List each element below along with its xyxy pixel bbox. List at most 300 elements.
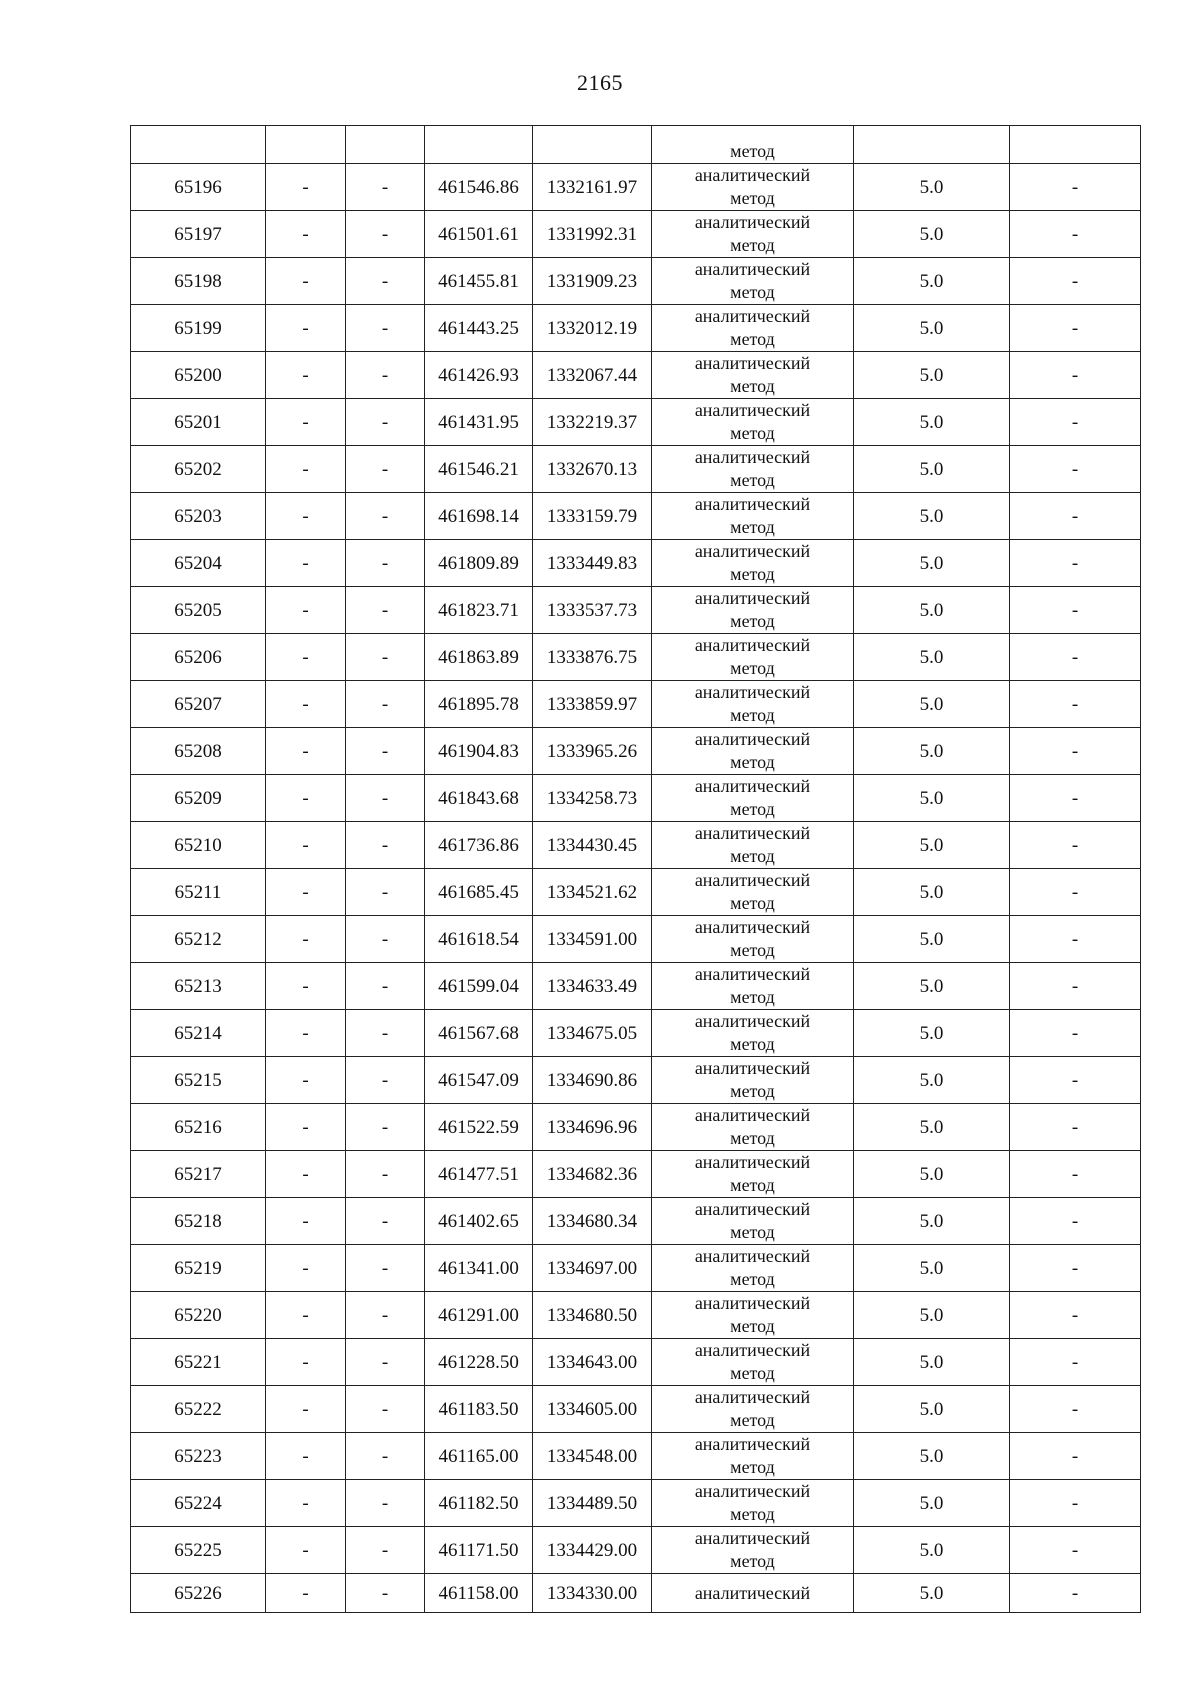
cell-y: 1333859.97 — [533, 681, 652, 728]
cell-method — [652, 352, 854, 399]
cell-accuracy: 5.0 — [854, 305, 1010, 352]
table-row — [131, 1198, 1141, 1245]
cell-method — [652, 1339, 854, 1386]
cell-col2: - — [266, 1386, 346, 1433]
method-line-2: метод — [730, 423, 775, 443]
cell-method — [652, 1292, 854, 1339]
cell-col8: - — [1010, 1057, 1141, 1104]
cell-id: 65201 — [131, 399, 266, 446]
cell-accuracy: 5.0 — [854, 1057, 1010, 1104]
cell-x: 461547.09 — [425, 1057, 533, 1104]
method-line-1: аналитический — [694, 1105, 811, 1125]
cell-col8: - — [1010, 446, 1141, 493]
cell-accuracy: 5.0 — [854, 963, 1010, 1010]
cell-col3: - — [346, 305, 425, 352]
cell-x: 461228.50 — [425, 1339, 533, 1386]
cell-x: 461567.68 — [425, 1010, 533, 1057]
cell-accuracy: 5.0 — [854, 1292, 1010, 1339]
method-line-1: аналитический — [694, 212, 811, 232]
cell-accuracy: 5.0 — [854, 399, 1010, 446]
method-line-1: аналитический — [694, 964, 811, 984]
cell-col8: - — [1010, 1433, 1141, 1480]
cell-y: 1334690.86 — [533, 1057, 652, 1104]
cell-col8: - — [1010, 258, 1141, 305]
cell-method — [652, 1527, 854, 1574]
cell-col3: - — [346, 540, 425, 587]
cell-col2: - — [266, 869, 346, 916]
method-line-2: метод — [730, 1316, 775, 1336]
cell-method — [652, 258, 854, 305]
cell-y: 1334680.50 — [533, 1292, 652, 1339]
method-line-1: аналитический — [694, 776, 811, 796]
table-row — [131, 493, 1141, 540]
cell-col8: - — [1010, 352, 1141, 399]
cell-y: 1333159.79 — [533, 493, 652, 540]
cell-method — [652, 822, 854, 869]
method-line-2: метод — [730, 564, 775, 584]
cell-col2: - — [266, 1057, 346, 1104]
cell-col2: - — [266, 399, 346, 446]
cell-id: 65222 — [131, 1386, 266, 1433]
method-line-2: метод — [730, 1081, 775, 1101]
cell-accuracy: 5.0 — [854, 164, 1010, 211]
method-line-1: аналитический — [694, 682, 811, 702]
cell-col2: - — [266, 164, 346, 211]
cell-col8: - — [1010, 587, 1141, 634]
cell-col2: - — [266, 587, 346, 634]
cell-y — [533, 126, 652, 164]
cell-col8: - — [1010, 869, 1141, 916]
cell-method — [652, 1574, 854, 1613]
cell-col3: - — [346, 1104, 425, 1151]
cell-y: 1334605.00 — [533, 1386, 652, 1433]
cell-id: 65223 — [131, 1433, 266, 1480]
method-line-2: метод — [730, 799, 775, 819]
cell-col8: - — [1010, 1386, 1141, 1433]
method-line-1: аналитический — [694, 353, 811, 373]
cell-col2: - — [266, 1574, 346, 1613]
cell-accuracy: 5.0 — [854, 1104, 1010, 1151]
cell-col8: - — [1010, 1292, 1141, 1339]
method-line-2: метод — [730, 611, 775, 631]
cell-id: 65197 — [131, 211, 266, 258]
cell-y: 1334696.96 — [533, 1104, 652, 1151]
cell-x: 461823.71 — [425, 587, 533, 634]
cell-x: 461843.68 — [425, 775, 533, 822]
table-row — [131, 446, 1141, 493]
cell-method — [652, 1433, 854, 1480]
method-line-1: аналитический — [694, 870, 811, 890]
method-line-1: аналитический — [694, 1434, 811, 1454]
table-row — [131, 681, 1141, 728]
cell-col8: - — [1010, 1010, 1141, 1057]
cell-accuracy: 5.0 — [854, 728, 1010, 775]
cell-x: 461171.50 — [425, 1527, 533, 1574]
cell-id: 65202 — [131, 446, 266, 493]
cell-col3: - — [346, 728, 425, 775]
cell-accuracy: 5.0 — [854, 540, 1010, 587]
cell-col3: - — [346, 1292, 425, 1339]
cell-id — [131, 126, 266, 164]
cell-col2: - — [266, 305, 346, 352]
cell-id: 65209 — [131, 775, 266, 822]
cell-y: 1334697.00 — [533, 1245, 652, 1292]
cell-method — [652, 1480, 854, 1527]
cell-x: 461183.50 — [425, 1386, 533, 1433]
cell-id: 65225 — [131, 1527, 266, 1574]
cell-col8: - — [1010, 775, 1141, 822]
cell-accuracy: 5.0 — [854, 493, 1010, 540]
cell-col8: - — [1010, 1527, 1141, 1574]
table-row — [131, 1339, 1141, 1386]
cell-col2: - — [266, 1339, 346, 1386]
cell-id: 65196 — [131, 164, 266, 211]
method-line-2: метод — [730, 1175, 775, 1195]
cell-x: 461443.25 — [425, 305, 533, 352]
cell-col3: - — [346, 1339, 425, 1386]
cell-x: 461895.78 — [425, 681, 533, 728]
coordinates-table-body — [131, 126, 1141, 1613]
cell-col2: - — [266, 1151, 346, 1198]
table-row — [131, 1104, 1141, 1151]
cell-accuracy: 5.0 — [854, 1010, 1010, 1057]
cell-id: 65220 — [131, 1292, 266, 1339]
method-line-2: метод — [730, 705, 775, 725]
cell-col2: - — [266, 1198, 346, 1245]
method-line-2: метод — [730, 893, 775, 913]
cell-col3: - — [346, 916, 425, 963]
cell-col2: - — [266, 211, 346, 258]
cell-col3: - — [346, 681, 425, 728]
method-line-2: метод — [730, 1504, 775, 1524]
cell-col8: - — [1010, 1245, 1141, 1292]
cell-x: 461618.54 — [425, 916, 533, 963]
cell-col3: - — [346, 869, 425, 916]
cell-col3: - — [346, 822, 425, 869]
cell-x: 461599.04 — [425, 963, 533, 1010]
cell-col2: - — [266, 1480, 346, 1527]
cell-col3: - — [346, 1433, 425, 1480]
table-row — [131, 258, 1141, 305]
cell-method — [652, 446, 854, 493]
method-line-1: аналитический — [694, 259, 811, 279]
cell-col3: - — [346, 1010, 425, 1057]
cell-col2: - — [266, 728, 346, 775]
cell-x: 461182.50 — [425, 1480, 533, 1527]
method-line-1: аналитический — [694, 306, 811, 326]
method-line-2: метод — [730, 1457, 775, 1477]
cell-x: 461341.00 — [425, 1245, 533, 1292]
cell-col3: - — [346, 1198, 425, 1245]
method-line-2: метод — [730, 987, 775, 1007]
cell-col2: - — [266, 681, 346, 728]
cell-id: 65199 — [131, 305, 266, 352]
method-line-2: метод — [730, 1269, 775, 1289]
cell-id: 65210 — [131, 822, 266, 869]
cell-col2: - — [266, 1433, 346, 1480]
cell-accuracy: 5.0 — [854, 211, 1010, 258]
cell-x: 461546.21 — [425, 446, 533, 493]
cell-y: 1334643.00 — [533, 1339, 652, 1386]
method-line-2: метод — [730, 282, 775, 302]
method-line-2: метод — [730, 470, 775, 490]
method-line-1: аналитический — [694, 447, 811, 467]
cell-y: 1334548.00 — [533, 1433, 652, 1480]
cell-x: 461904.83 — [425, 728, 533, 775]
cell-y: 1332012.19 — [533, 305, 652, 352]
cell-x: 461685.45 — [425, 869, 533, 916]
cell-id: 65214 — [131, 1010, 266, 1057]
cell-x: 461291.00 — [425, 1292, 533, 1339]
cell-accuracy: 5.0 — [854, 446, 1010, 493]
cell-method — [652, 493, 854, 540]
method-line-2: метод — [730, 188, 775, 208]
cell-y: 1334489.50 — [533, 1480, 652, 1527]
cell-col8: - — [1010, 1339, 1141, 1386]
method-line-1: аналитический — [694, 823, 811, 843]
cell-accuracy: 5.0 — [854, 1151, 1010, 1198]
cell-y: 1332067.44 — [533, 352, 652, 399]
cell-col8: - — [1010, 1151, 1141, 1198]
method-line-1: аналитический — [694, 1152, 811, 1172]
table-row — [131, 540, 1141, 587]
method-line-1: аналитический — [694, 1528, 811, 1548]
cell-col3: - — [346, 164, 425, 211]
cell-y: 1334429.00 — [533, 1527, 652, 1574]
cell-col8: - — [1010, 822, 1141, 869]
cell-accuracy: 5.0 — [854, 1433, 1010, 1480]
cell-col8: - — [1010, 1480, 1141, 1527]
cell-accuracy: 5.0 — [854, 681, 1010, 728]
method-line-1: аналитический — [694, 1058, 811, 1078]
cell-y: 1334521.62 — [533, 869, 652, 916]
table-row — [131, 1245, 1141, 1292]
method-line-1: аналитический — [694, 541, 811, 561]
cell-col2: - — [266, 1010, 346, 1057]
cell-method — [652, 399, 854, 446]
table-row — [131, 1480, 1141, 1527]
cell-col3: - — [346, 963, 425, 1010]
cell-x: 461158.00 — [425, 1574, 533, 1613]
cell-col8: - — [1010, 634, 1141, 681]
cell-col8: - — [1010, 493, 1141, 540]
method-line-1: аналитический — [694, 1199, 811, 1219]
cell-col3: - — [346, 775, 425, 822]
cell-id: 65203 — [131, 493, 266, 540]
cell-col8: - — [1010, 916, 1141, 963]
method-line-1: аналитический — [694, 1582, 811, 1603]
cell-accuracy: 5.0 — [854, 869, 1010, 916]
cell-method — [652, 540, 854, 587]
cell-accuracy: 5.0 — [854, 916, 1010, 963]
cell-method — [652, 164, 854, 211]
cell-accuracy: 5.0 — [854, 634, 1010, 681]
cell-x: 461455.81 — [425, 258, 533, 305]
cell-id: 65198 — [131, 258, 266, 305]
cell-accuracy: 5.0 — [854, 1386, 1010, 1433]
cell-col3: - — [346, 1386, 425, 1433]
cell-x: 461426.93 — [425, 352, 533, 399]
method-line-1: аналитический — [694, 588, 811, 608]
cell-x: 461522.59 — [425, 1104, 533, 1151]
cell-y: 1333965.26 — [533, 728, 652, 775]
cell-col3: - — [346, 258, 425, 305]
cell-accuracy — [854, 126, 1010, 164]
cell-col2: - — [266, 1104, 346, 1151]
cell-col2: - — [266, 493, 346, 540]
cell-col2: - — [266, 258, 346, 305]
table-row — [131, 634, 1141, 681]
cell-col2: - — [266, 1527, 346, 1574]
table-row — [131, 1057, 1141, 1104]
cell-accuracy: 5.0 — [854, 1198, 1010, 1245]
cell-y: 1331992.31 — [533, 211, 652, 258]
cell-col8: - — [1010, 681, 1141, 728]
cell-method — [652, 1010, 854, 1057]
cell-method — [652, 1057, 854, 1104]
cell-y: 1334591.00 — [533, 916, 652, 963]
cell-id: 65213 — [131, 963, 266, 1010]
method-line-2: метод — [730, 376, 775, 396]
cell-id: 65218 — [131, 1198, 266, 1245]
cell-y: 1333537.73 — [533, 587, 652, 634]
cell-method — [652, 869, 854, 916]
cell-col3: - — [346, 352, 425, 399]
cell-y: 1334633.49 — [533, 963, 652, 1010]
cell-method — [652, 681, 854, 728]
method-line-2: метод — [730, 1410, 775, 1430]
cell-id: 65200 — [131, 352, 266, 399]
cell-col2: - — [266, 775, 346, 822]
cell-col3: - — [346, 634, 425, 681]
method-line-2: метод — [730, 517, 775, 537]
cell-col8 — [1010, 126, 1141, 164]
table-row-continuation — [131, 126, 1141, 164]
cell-id: 65215 — [131, 1057, 266, 1104]
cell-method — [652, 728, 854, 775]
cell-y: 1332670.13 — [533, 446, 652, 493]
cell-x: 461402.65 — [425, 1198, 533, 1245]
method-line-2: метод — [730, 1222, 775, 1242]
method-line-2: метод — [730, 1363, 775, 1383]
cell-col3: - — [346, 1574, 425, 1613]
table-row — [131, 1151, 1141, 1198]
cell-col2 — [266, 126, 346, 164]
table-row — [131, 775, 1141, 822]
cell-x: 461431.95 — [425, 399, 533, 446]
cell-id: 65204 — [131, 540, 266, 587]
method-line-1: аналитический — [694, 729, 811, 749]
cell-col8: - — [1010, 211, 1141, 258]
cell-col3: - — [346, 1245, 425, 1292]
cell-id: 65216 — [131, 1104, 266, 1151]
cell-id: 65206 — [131, 634, 266, 681]
cell-accuracy: 5.0 — [854, 1339, 1010, 1386]
table-row — [131, 963, 1141, 1010]
cell-y: 1332219.37 — [533, 399, 652, 446]
cell-x: 461501.61 — [425, 211, 533, 258]
cell-x: 461477.51 — [425, 1151, 533, 1198]
cell-y: 1334330.00 — [533, 1574, 652, 1613]
method-line-2: метод — [730, 658, 775, 678]
table-row — [131, 164, 1141, 211]
cell-col8: - — [1010, 1198, 1141, 1245]
method-line-1: аналитический — [694, 1293, 811, 1313]
table-row — [131, 869, 1141, 916]
cell-y: 1334430.45 — [533, 822, 652, 869]
cell-y: 1334680.34 — [533, 1198, 652, 1245]
cell-accuracy: 5.0 — [854, 1527, 1010, 1574]
method-line-2: метод — [730, 752, 775, 772]
cell-id: 65217 — [131, 1151, 266, 1198]
cell-col3: - — [346, 1527, 425, 1574]
cell-col8: - — [1010, 963, 1141, 1010]
method-line-2: метод — [730, 235, 775, 255]
method-line-1: аналитический — [694, 1340, 811, 1360]
method-line-2: метод — [730, 846, 775, 866]
cell-col2: - — [266, 446, 346, 493]
cell-col8: - — [1010, 305, 1141, 352]
cell-col3: - — [346, 1151, 425, 1198]
cell-accuracy: 5.0 — [854, 822, 1010, 869]
cell-col2: - — [266, 963, 346, 1010]
cell-x: 461809.89 — [425, 540, 533, 587]
cell-method — [652, 963, 854, 1010]
method-line-1: аналитический — [694, 1246, 811, 1266]
cell-method — [652, 305, 854, 352]
cell-x: 461698.14 — [425, 493, 533, 540]
cell-col2: - — [266, 916, 346, 963]
table-row — [131, 1574, 1141, 1613]
cell-y: 1333449.83 — [533, 540, 652, 587]
method-line-1: аналитический — [694, 635, 811, 655]
cell-id: 65207 — [131, 681, 266, 728]
table-row — [131, 822, 1141, 869]
coordinates-table — [130, 125, 1141, 1613]
cell-col2: - — [266, 1292, 346, 1339]
cell-y: 1334682.36 — [533, 1151, 652, 1198]
cell-col3 — [346, 126, 425, 164]
cell-accuracy: 5.0 — [854, 587, 1010, 634]
cell-col3: - — [346, 1480, 425, 1527]
table-row — [131, 587, 1141, 634]
cell-col8: - — [1010, 728, 1141, 775]
cell-id: 65219 — [131, 1245, 266, 1292]
table-row — [131, 1292, 1141, 1339]
method-line-2: метод — [730, 940, 775, 960]
cell-x: 461546.86 — [425, 164, 533, 211]
cell-method — [652, 1104, 854, 1151]
cell-method — [652, 634, 854, 681]
cell-col3: - — [346, 587, 425, 634]
cell-y: 1334258.73 — [533, 775, 652, 822]
cell-accuracy: 5.0 — [854, 352, 1010, 399]
cell-accuracy: 5.0 — [854, 258, 1010, 305]
cell-method — [652, 1151, 854, 1198]
cell-accuracy: 5.0 — [854, 775, 1010, 822]
cell-col3: - — [346, 1057, 425, 1104]
page-number: 2165 — [577, 70, 623, 95]
table-row — [131, 1433, 1141, 1480]
cell-x: 461736.86 — [425, 822, 533, 869]
cell-accuracy: 5.0 — [854, 1480, 1010, 1527]
cell-col2: - — [266, 540, 346, 587]
cell-col3: - — [346, 399, 425, 446]
cell-method — [652, 916, 854, 963]
cell-col2: - — [266, 634, 346, 681]
cell-col2: - — [266, 1245, 346, 1292]
table-row — [131, 916, 1141, 963]
